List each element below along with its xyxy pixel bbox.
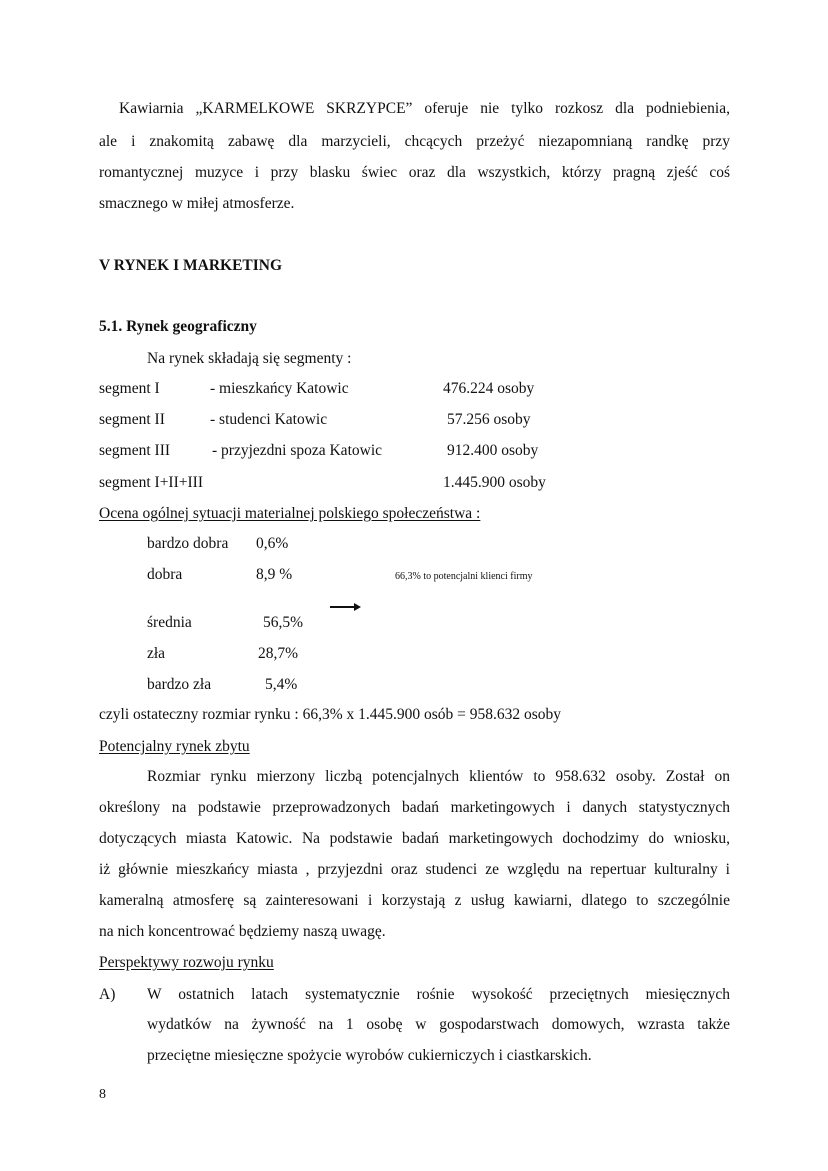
segment-count: 912.400 osoby [447, 442, 539, 459]
perspectives-heading: Perspektywy rozwoju rynku [99, 954, 274, 971]
segment-desc: - przyjezdni spoza Katowic [212, 442, 383, 459]
segment-count: 476.224 osoby [443, 380, 535, 397]
section-heading: V RYNEK I MARKETING [99, 257, 283, 274]
intro-line: ale i znakomitą zabawę dla marzycieli, chcących przeżyć niezapomnianą randkę przy [99, 133, 730, 150]
potential-line: kameralną atmosferę są zainteresowani i korzystają z usług kawiarni, dlatego to szczególnie [99, 892, 730, 909]
potential-line: Rozmiar rynku mierzony liczbą potencjalnych klientów to 958.632 osoby. Został on [147, 768, 730, 785]
assessment-label: bardzo zła [147, 676, 212, 693]
page-number: 8 [99, 1087, 106, 1102]
assessment-value: 0,6% [256, 535, 289, 552]
subsection-heading: 5.1. Rynek geograficzny [99, 318, 257, 335]
segment-name: segment III [99, 442, 171, 459]
assessment-heading: Ocena ogólnej sytuacji materialnej polskiego społeczeństwa : [99, 505, 481, 522]
assessment-value: 56,5% [263, 614, 304, 631]
segment-name: segment I+II+III [99, 474, 203, 491]
list-item-line: W ostatnich latach systematycznie rośnie wysokość przeciętnych miesięcznych [147, 986, 730, 1003]
list-item-line: przeciętne miesięczne spożycie wyrobów cukierniczych i ciastkarskich. [147, 1047, 592, 1064]
segment-count: 1.445.900 osoby [443, 474, 546, 491]
potential-line: iż głównie mieszkańcy miasta , przyjezdni oraz studenci ze względu na repertuar kulturalny i [99, 861, 730, 878]
assessment-value: 28,7% [258, 645, 299, 662]
assessment-label: dobra [147, 566, 183, 583]
potential-line: określony na podstawie przeprowadzonych badań marketingowych i danych statystycznych [99, 799, 730, 816]
segment-desc: - mieszkańcy Katowic [210, 380, 349, 397]
intro-line: romantycznej muzyce i przy blasku świec oraz dla wszystkich, którzy pragną zjeść coś [99, 164, 730, 181]
assessment-label: średnia [147, 614, 192, 631]
potential-line: dotyczących miasta Katowic. Na podstawie badań marketingowych dochodzimy do wniosku, [99, 830, 730, 847]
intro-line: smacznego w miłej atmosferze. [99, 195, 295, 212]
potential-line: na nich koncentrować będziemy naszą uwagę. [99, 923, 386, 940]
assessment-value: 5,4% [265, 676, 298, 693]
assessment-label: bardzo dobra [147, 535, 229, 552]
list-item-line: wydatków na żywność na 1 osobę w gospodarstwach domowych, wzrasta także [147, 1016, 730, 1033]
segment-desc: - studenci Katowic [210, 411, 328, 428]
segment-name: segment I [99, 380, 160, 397]
assessment-note: 66,3% to potencjalni klienci firmy [395, 571, 533, 582]
segment-count: 57.256 osoby [447, 411, 531, 428]
intro-line: Kawiarnia „KARMELKOWE SKRZYPCE” oferuje nie tylko rozkosz dla podniebienia, [119, 100, 730, 117]
potential-heading: Potencjalny rynek zbytu [99, 738, 250, 755]
assessment-label: zła [147, 645, 166, 662]
assessment-value: 8,9 % [256, 566, 293, 583]
list-marker: A) [99, 986, 116, 1003]
segment-name: segment II [99, 411, 165, 428]
market-size-line: czyli ostateczny rozmiar rynku : 66,3% x 1.445.900 osób = 958.632 osoby [99, 706, 562, 723]
segments-intro: Na rynek składają się segmenty : [147, 350, 352, 367]
